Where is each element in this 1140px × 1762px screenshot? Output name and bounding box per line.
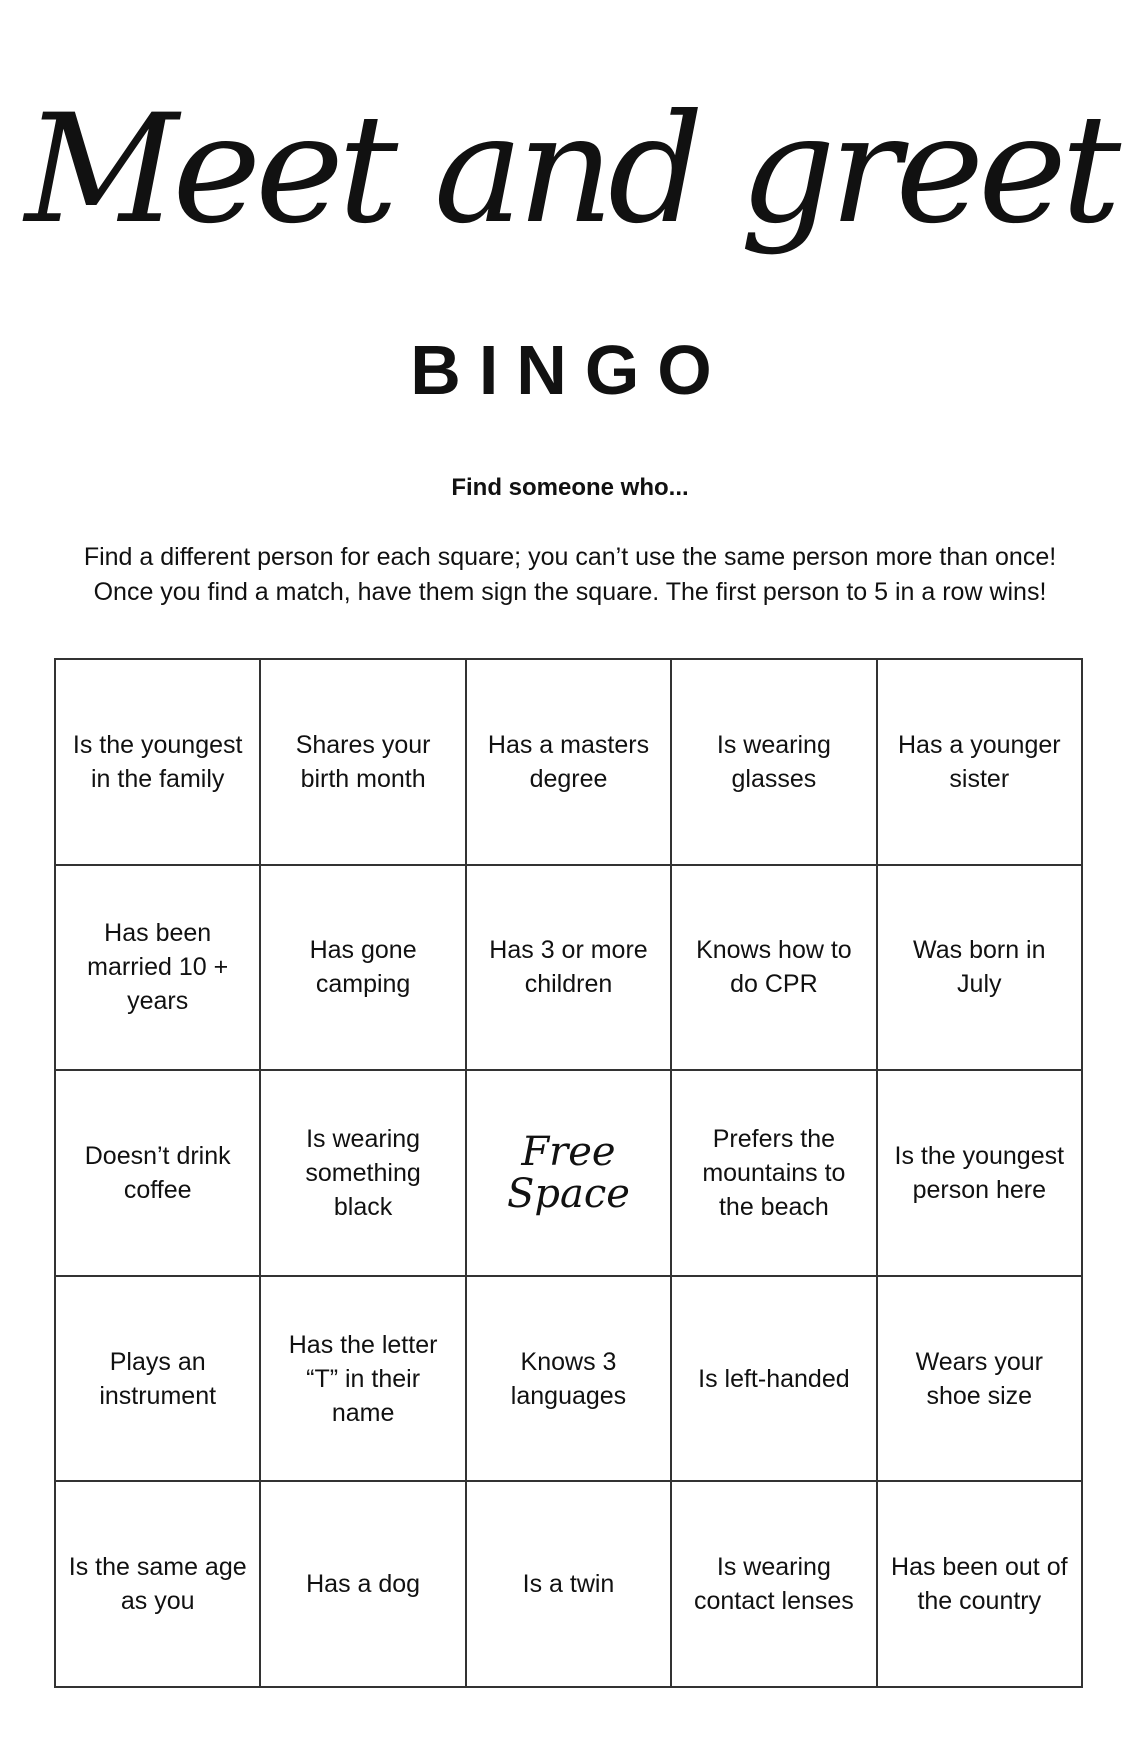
bingo-cell[interactable]	[260, 1276, 465, 1482]
cell-label: Has 3 or more children	[489, 936, 648, 999]
bingo-cell[interactable]	[671, 1070, 876, 1276]
bingo-cell[interactable]	[877, 1070, 1082, 1276]
page-title: BINGO	[410, 331, 730, 409]
bingo-cell[interactable]	[260, 659, 465, 865]
bingo-cell[interactable]	[877, 1276, 1082, 1482]
cell-label: Is wearing contact lenses	[693, 1553, 854, 1616]
cell-label: Is left-handed	[698, 1364, 850, 1393]
cell-label: Has the letter “T” in their name	[288, 1330, 438, 1427]
cell-label: Was born in July	[913, 936, 1046, 999]
bingo-cell[interactable]	[466, 865, 671, 1071]
instruction-line: Find a different person for each square; you can’t use the same person more than once!	[83, 543, 1057, 571]
cell-label: Free Space	[507, 1128, 630, 1217]
cell-label: Has a dog	[306, 1570, 421, 1599]
cell-label: Has gone camping	[309, 936, 417, 999]
bingo-cell[interactable]	[260, 1070, 465, 1276]
bingo-cell[interactable]	[55, 865, 260, 1071]
cell-label: Plays an instrument	[99, 1347, 217, 1410]
bingo-cell[interactable]	[466, 659, 671, 865]
script-title: Meet and greet	[24, 83, 1116, 257]
cell-label: Has a masters degree	[487, 730, 650, 793]
bingo-grid	[54, 658, 1083, 1688]
bingo-cell[interactable]	[877, 865, 1082, 1071]
cell-label: Is the youngest in the family	[72, 730, 243, 793]
bingo-cell[interactable]	[877, 659, 1082, 865]
instruction-line: Once you find a match, have them sign the square. The first person to 5 in a row wins!	[93, 578, 1047, 606]
cell-label: Is wearing glasses	[716, 730, 831, 793]
cell-label: Has been married 10 + years	[87, 919, 229, 1016]
cell-label: Is the same age as you	[68, 1553, 247, 1616]
cell-label: Wears your shoe size	[915, 1347, 1043, 1410]
bingo-cell[interactable]	[671, 1276, 876, 1482]
bingo-cell[interactable]	[466, 1276, 671, 1482]
bingo-cell[interactable]	[260, 1481, 465, 1687]
cell-label: Is wearing something black	[305, 1124, 421, 1221]
bingo-cell[interactable]	[671, 865, 876, 1071]
bingo-cell[interactable]	[671, 659, 876, 865]
bingo-cell[interactable]	[55, 659, 260, 865]
bingo-cell[interactable]	[466, 1481, 671, 1687]
bingo-cell[interactable]	[260, 865, 465, 1071]
cell-label: Prefers the mountains to the beach	[702, 1124, 846, 1221]
bingo-cell[interactable]	[55, 1481, 260, 1687]
cell-label: Knows 3 languages	[510, 1347, 627, 1410]
subtitle: Find someone who...	[451, 474, 689, 501]
bingo-cell[interactable]	[55, 1276, 260, 1482]
cell-label: Has been out of the country	[891, 1553, 1068, 1616]
cell-label: Is a twin	[522, 1570, 615, 1599]
cell-label: Has a younger sister	[897, 730, 1061, 793]
free-space-cell[interactable]	[466, 1070, 671, 1276]
bingo-cell[interactable]	[877, 1481, 1082, 1687]
bingo-cell[interactable]	[55, 1070, 260, 1276]
cell-label: Knows how to do CPR	[696, 936, 852, 999]
bingo-cell[interactable]	[671, 1481, 876, 1687]
cell-label: Is the youngest person here	[894, 1141, 1065, 1204]
instructions	[0, 540, 1140, 610]
cell-label: Doesn’t drink coffee	[84, 1141, 231, 1204]
cell-label: Shares your birth month	[295, 730, 431, 793]
